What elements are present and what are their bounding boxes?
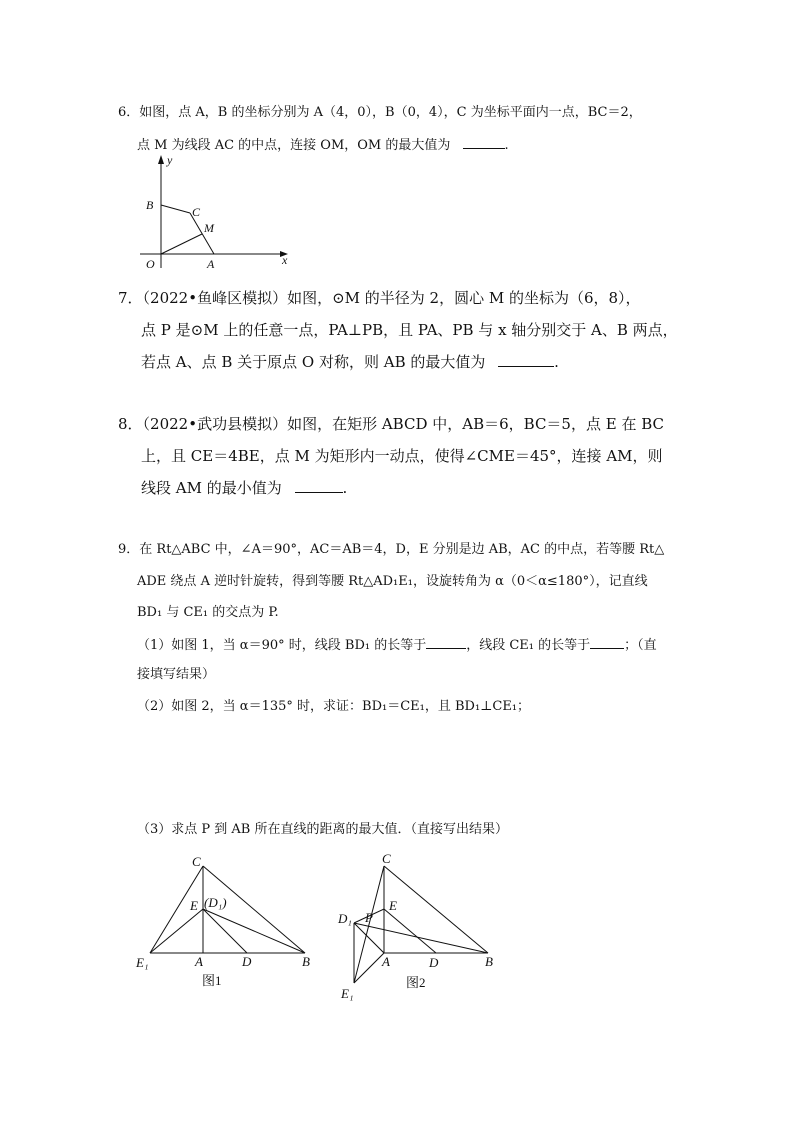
q6-label-b: B xyxy=(146,198,154,212)
fig1-seg-eb xyxy=(203,909,305,953)
fig1-label-d: D xyxy=(242,954,252,969)
q6-line2-end: . xyxy=(504,138,509,153)
q8-line3 xyxy=(141,478,347,498)
fig2-label-p: P xyxy=(365,910,373,925)
fig1-label-b: B xyxy=(302,954,310,969)
q6-label-x: x xyxy=(282,253,288,267)
q9-part3: （3）求点 P 到 AB 所在直线的距离的最大值．（直接写出结果） xyxy=(137,822,508,837)
fig1-caption: 图1 xyxy=(202,973,222,988)
fig1-label-c: C xyxy=(192,854,201,869)
q6-figure xyxy=(130,150,300,275)
q9-blank-ce1[interactable] xyxy=(590,634,624,649)
fig2-seg-ae1 xyxy=(354,953,384,983)
fig2-seg-d1b xyxy=(354,923,488,953)
q6-answer-blank[interactable] xyxy=(463,134,505,149)
fig2-seg-ad1 xyxy=(354,923,384,953)
q7-line1: 7．（2022•鱼峰区模拟）如图，⊙M 的半径为 2，圆心 M 的坐标为（6，8）， xyxy=(118,289,641,307)
q8-line3-text: 线段 AM 的最小值为 xyxy=(141,479,282,497)
q9-part1-cont: 接填写结果） xyxy=(137,667,216,682)
q9-part1 xyxy=(137,634,657,656)
q9-part1-b: ，线段 CE₁ 的长等于 xyxy=(466,638,591,653)
q9-line1: 9．在 Rt△ABC 中，∠A＝90°，AC＝AB＝4，D，E 分别是边 AB，AC 的中点，若等腰 Rt△ xyxy=(118,542,665,557)
q7-line3-text: 若点 A、点 B 关于原点 O 对称，则 AB 的最大值为 xyxy=(141,353,486,371)
fig2-label-e1: E₁ xyxy=(341,986,354,1001)
q6-seg-bc xyxy=(161,205,190,213)
fig2-label-c: C xyxy=(382,851,391,866)
q7-line3-end: . xyxy=(554,353,559,371)
q8-answer-blank[interactable] xyxy=(295,478,343,493)
q9-part1-a: （1）如图 1，当 α＝90° 时，线段 BD₁ 的长等于 xyxy=(137,638,427,653)
q9-part2: （2）如图 2，当 α＝135° 时，求证：BD₁＝CE₁，且 BD₁⊥CE₁； xyxy=(137,699,531,714)
q8-line3-end: . xyxy=(342,479,348,497)
q7-answer-blank[interactable] xyxy=(498,352,554,367)
q6-label-m: M xyxy=(204,221,214,235)
q6-label-o: O xyxy=(146,257,155,271)
q8-line2: 上，且 CE＝4BE，点 M 为矩形内一动点，使得∠CME＝45°，连接 AM，则 xyxy=(141,447,663,465)
fig2-label-d1: D₁ xyxy=(338,911,352,926)
q6-label-c: C xyxy=(192,205,201,219)
q6-line2-text: 点 M 为线段 AC 的中点，连接 OM，OM 的最大值为 xyxy=(137,138,451,153)
q6-label-a: A xyxy=(207,257,215,271)
q9-figure-2 xyxy=(330,850,510,1005)
q9-blank-bd1[interactable] xyxy=(426,634,466,649)
fig1-label-d1: (D₁) xyxy=(204,895,227,910)
q9-part1-c: ；（直 xyxy=(624,638,657,653)
fig2-label-d: D xyxy=(429,955,439,970)
fig2-label-b: B xyxy=(485,954,493,969)
fig1-label-e: E xyxy=(190,898,198,913)
fig2-seg-cb xyxy=(384,866,488,953)
fig1-label-e1: E₁ xyxy=(136,955,149,970)
q7-line2: 点 P 是⊙M 上的任意一点，PA⊥PB，且 PA、PB 与 x 轴分别交于 A、B 两点， xyxy=(141,321,678,339)
fig1-seg-e1e xyxy=(150,909,203,953)
q6-seg-om xyxy=(161,234,202,254)
q9-figure-1 xyxy=(130,850,330,995)
q9-line3: BD₁ 与 CE₁ 的交点为 P. xyxy=(137,605,279,620)
q6-line1: 6．如图，点 A，B 的坐标分别为 A（4，0），B（0，4），C 为坐标平面内一点，BC＝2， xyxy=(118,105,642,120)
fig1-seg-ed xyxy=(203,909,247,953)
fig2-label-e: E xyxy=(389,898,397,913)
q9-line2: ADE 绕点 A 逆时针旋转，得到等腰 Rt△AD₁E₁，设旋转角为 α（0＜α≤180°），记直线 xyxy=(137,574,648,589)
q8-line1: 8．（2022•武功县模拟）如图，在矩形 ABCD 中，AB＝6，BC＝5，点 E 在 BC xyxy=(118,415,664,433)
q6-y-arrow xyxy=(158,155,164,164)
fig2-caption: 图2 xyxy=(406,975,426,990)
fig1-label-a: A xyxy=(195,954,203,969)
fig2-label-a: A xyxy=(382,954,390,969)
q6-label-y: y xyxy=(167,153,173,167)
q7-line3 xyxy=(141,352,559,372)
